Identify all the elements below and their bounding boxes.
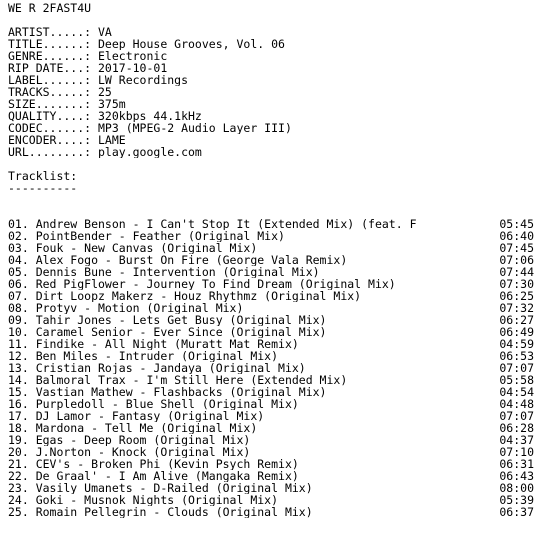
info-line: SIZE.......: 375m	[8, 98, 126, 110]
track-title: 09. Tahir Jones - Lets Get Busy (Original Mix)	[8, 314, 327, 326]
track-title: 16. Purpledoll - Blue Shell (Original Mix)	[8, 398, 299, 410]
track-row	[8, 278, 534, 290]
spacer	[8, 194, 534, 206]
track-duration: 06:27	[499, 313, 534, 327]
track-duration: 06:49	[499, 325, 534, 339]
track-row	[8, 218, 534, 230]
release-info-document	[8, 0, 534, 518]
track-row	[8, 338, 534, 350]
spacer	[8, 14, 534, 26]
info-line: GENRE......: Electronic	[8, 50, 168, 62]
track-duration: 06:37	[499, 505, 534, 519]
track-duration: 04:54	[499, 385, 534, 399]
track-duration: 07:32	[499, 301, 534, 315]
track-row	[8, 386, 534, 398]
track-title: 25. Romain Pellegrin - Clouds (Original Mix)	[8, 506, 313, 518]
track-title: 18. Mardona - Tell Me (Original Mix)	[8, 422, 258, 434]
track-duration: 07:07	[499, 409, 534, 423]
info-line: RIP DATE...: 2017-10-01	[8, 62, 168, 74]
track-duration: 07:07	[499, 361, 534, 375]
track-duration: 06:40	[499, 229, 534, 243]
track-duration: 07:06	[499, 253, 534, 267]
track-title: 12. Ben Miles - Intruder (Original Mix)	[8, 350, 279, 362]
track-row	[8, 374, 534, 386]
track-row	[8, 446, 534, 458]
release-header: WE R 2FAST4U	[8, 2, 92, 14]
track-title: 14. Balmoral Trax - I'm Still Here (Extended Mix)	[8, 374, 348, 386]
track-title: 15. Vastian Mathew - Flashbacks (Original Mix)	[8, 386, 327, 398]
track-row	[8, 410, 534, 422]
track-duration: 06:53	[499, 349, 534, 363]
track-row	[8, 470, 534, 482]
track-title: 19. Egas - Deep Room (Original Mix)	[8, 434, 251, 446]
track-duration: 05:45	[499, 217, 534, 231]
track-duration: 04:59	[499, 337, 534, 351]
track-row	[8, 362, 534, 374]
track-row	[8, 506, 534, 518]
tracklist-rule: ----------	[8, 182, 78, 194]
track-title: 23. Vasily Umanets - D-Railed (Original Mix)	[8, 482, 313, 494]
track-duration: 06:25	[499, 289, 534, 303]
track-duration: 08:00	[499, 481, 534, 495]
track-row	[8, 398, 534, 410]
track-title: 05. Dennis Bune - Intervention (Original Mix)	[8, 266, 320, 278]
track-title: 21. CEV's - Broken Phi (Kevin Psych Remix)	[8, 458, 299, 470]
track-title: 17. DJ Lamor - Fantasy (Original Mix)	[8, 410, 265, 422]
track-duration: 05:58	[499, 373, 534, 387]
track-duration: 07:45	[499, 241, 534, 255]
track-title: 04. Alex Fogo - Burst On Fire (George Vala Remix)	[8, 254, 348, 266]
info-line: ENCODER....: LAME	[8, 134, 126, 146]
track-row	[8, 494, 534, 506]
info-line: TITLE......: Deep House Grooves, Vol. 06	[8, 38, 285, 50]
track-title: 22. De Graal' - I Am Alive (Mangaka Remix)	[8, 470, 299, 482]
info-line: LABEL......: LW Recordings	[8, 74, 189, 86]
info-line: TRACKS.....: 25	[8, 86, 112, 98]
track-row	[8, 314, 534, 326]
track-title: 24. Goki - Musnok Nights (Original Mix)	[8, 494, 279, 506]
track-title: 08. Protyv - Motion (Original Mix)	[8, 302, 244, 314]
track-title: 20. J.Norton - Knock (Original Mix)	[8, 446, 251, 458]
track-duration: 07:30	[499, 277, 534, 291]
track-row	[8, 302, 534, 314]
track-row	[8, 254, 534, 266]
tracklist-heading: Tracklist:	[8, 170, 78, 182]
info-line: ARTIST.....: VA	[8, 26, 112, 38]
track-title: 06. Red PigFlower - Journey To Find Dream (Original Mix)	[8, 278, 396, 290]
track-title: 07. Dirt Loopz Makerz - Houz Rhythmz (Original Mix)	[8, 290, 362, 302]
track-row	[8, 482, 534, 494]
spacer	[8, 206, 534, 218]
track-row	[8, 230, 534, 242]
track-duration: 07:10	[499, 445, 534, 459]
tracklist	[8, 218, 534, 518]
track-duration: 04:37	[499, 433, 534, 447]
track-row	[8, 326, 534, 338]
track-row	[8, 458, 534, 470]
info-line: CODEC......: MP3 (MPEG-2 Audio Layer III)	[8, 122, 292, 134]
track-duration: 06:31	[499, 457, 534, 471]
track-row	[8, 290, 534, 302]
info-line: QUALITY....: 320kbps 44.1kHz	[8, 110, 202, 122]
track-row	[8, 422, 534, 434]
track-title: 13. Cristian Rojas - Jandaya (Original Mix)	[8, 362, 306, 374]
track-title: 02. PointBender - Feather (Original Mix)	[8, 230, 285, 242]
spacer	[8, 158, 534, 170]
track-title: 11. Findike - All Night (Muratt Mat Remix)	[8, 338, 299, 350]
track-row	[8, 266, 534, 278]
track-row	[8, 350, 534, 362]
track-duration: 05:39	[499, 493, 534, 507]
track-duration: 06:28	[499, 421, 534, 435]
track-row	[8, 434, 534, 446]
info-line: URL........: play.google.com	[8, 146, 202, 158]
track-duration: 06:43	[499, 469, 534, 483]
track-title: 10. Caramel Senior - Ever Since (Original Mix)	[8, 326, 327, 338]
track-duration: 07:44	[499, 265, 534, 279]
release-info-block	[8, 26, 534, 158]
track-duration: 04:48	[499, 397, 534, 411]
track-title: 01. Andrew Benson - I Can't Stop It (Extended Mix) (feat. F	[8, 218, 417, 230]
track-row	[8, 242, 534, 254]
track-title: 03. Fouk - New Canvas (Original Mix)	[8, 242, 258, 254]
